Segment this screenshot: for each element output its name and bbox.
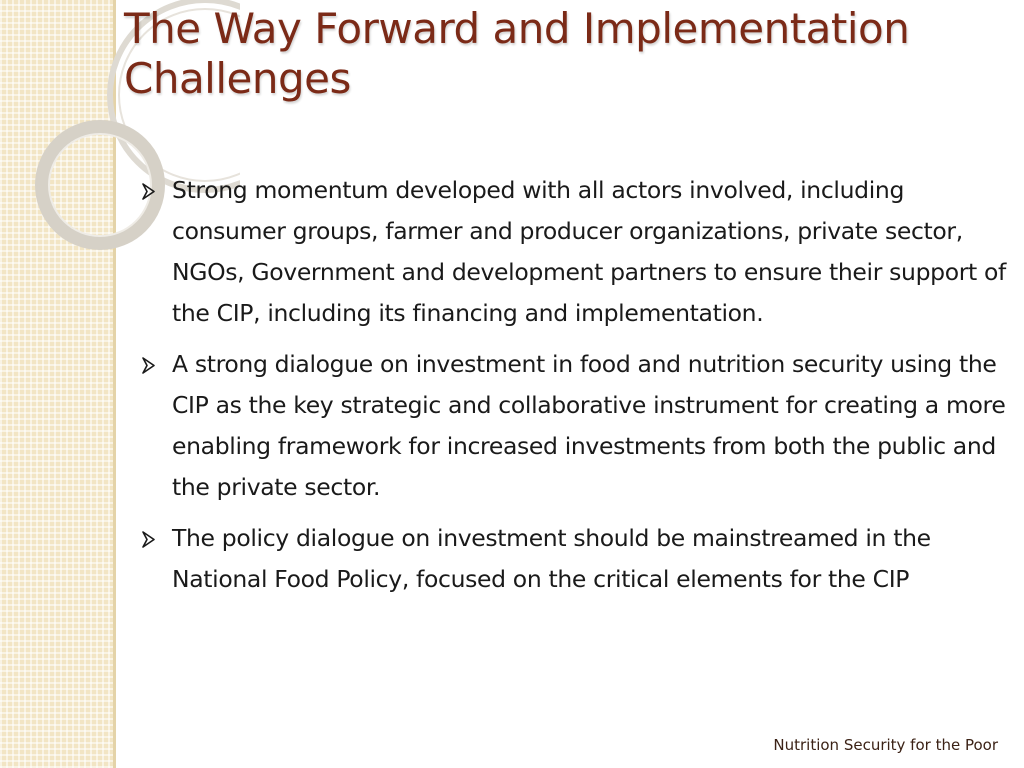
title-line-1: The Way Forward and Implementation: [124, 4, 910, 53]
bullet-list: [140, 170, 1010, 610]
footer-text: Nutrition Security for the Poor: [773, 736, 998, 754]
bullet-text: Strong momentum developed with all actors involved, including consumer groups, farmer and producer organizations, private sector, NGOs, Government and development partners to ensure their support of the CIP, including its financing and implementation.: [172, 176, 1006, 327]
chevron-arrowhead-icon: [140, 344, 160, 385]
bullet-text: A strong dialogue on investment in food and nutrition security using the CIP as the key strategic and collaborative instrument for creating a more enabling framework for increased investments from both the public and the private sector.: [172, 350, 1006, 501]
bullet-item-1: [140, 170, 1010, 334]
bullet-item-3: [140, 518, 1010, 600]
small-circle-highlight: [49, 134, 151, 236]
slide-title: [124, 4, 1004, 104]
bullet-text: The policy dialogue on investment should be mainstreamed in the National Food Policy, focused on the critical elements for the CIP: [172, 524, 931, 593]
chevron-arrowhead-icon: [140, 518, 160, 559]
chevron-arrowhead-icon: [140, 170, 160, 211]
bullet-item-2: [140, 344, 1010, 508]
title-line-2: Challenges: [124, 54, 351, 103]
